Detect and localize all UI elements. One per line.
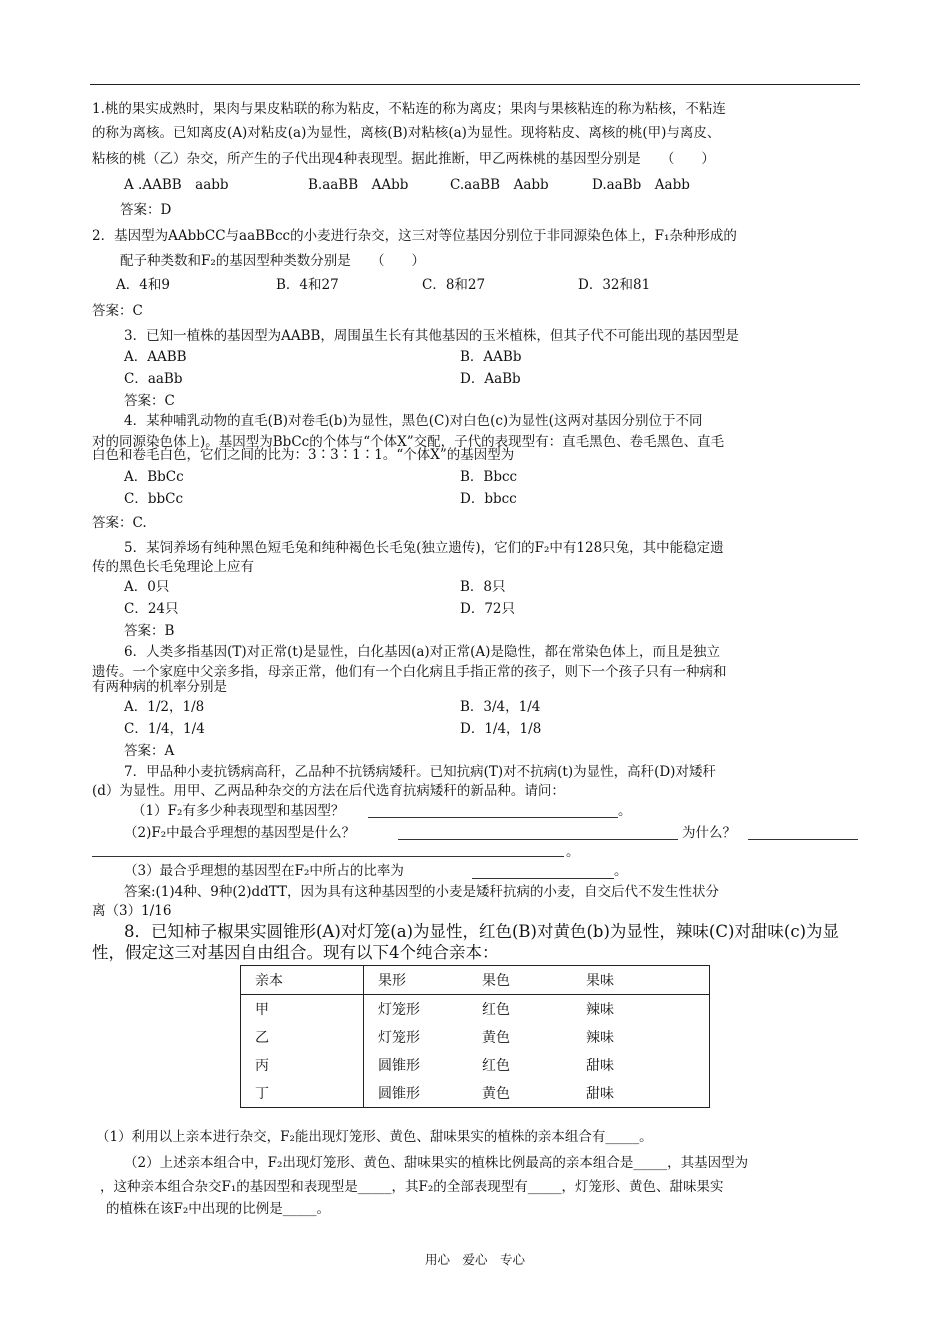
q3-option-b: B．AABb [460, 349, 522, 365]
q7-sub2-blank-2[interactable] [748, 839, 858, 840]
q6-option-d: D．1/4，1/8 [460, 721, 542, 737]
q1-option-a: A .AABB aabb [124, 177, 229, 193]
q1-option-c: C.aaBB Aabb [450, 177, 549, 193]
q7-sub2-why: 为什么？ [682, 825, 736, 841]
q7-answer-2: 离（3）1/16 [92, 903, 172, 919]
q8-sub2-line-1: （2）上述亲本组合中，F₂出现灯笼形、黄色、甜味果实的植株比例最高的亲本组合是_____，其基因型为 [124, 1155, 749, 1171]
table-row [241, 995, 710, 1024]
table-cell: 圆锥形 [378, 1086, 420, 1102]
q1-line-2: 的称为离核。已知离皮(A)对粘皮(a)为显性，离核(B)对粘核(a)为显性。现将粘皮、离核的桃(甲)与离皮、 [92, 125, 721, 141]
q6-option-a: A．1/2，1/8 [124, 699, 205, 715]
table-cell: 黄色 [482, 1086, 510, 1102]
table-cell: 辣味 [586, 1002, 614, 1018]
q7-sub1-end: 。 [618, 803, 632, 819]
q1-line-3: 粘核的桃（乙）杂交，所产生的子代出现4种表现型。据此推断，甲乙两株桃的基因型分别是 （ ） [92, 151, 715, 167]
q5-option-c: C．24只 [124, 601, 179, 617]
table-row [241, 1079, 710, 1108]
q4-option-b: B．Bbcc [460, 469, 518, 485]
q8-sub2-line-3: 的植株在该F₂中出现的比例是_____。 [106, 1201, 331, 1217]
q1-option-b: B.aaBB AAbb [308, 177, 409, 193]
table-cell: 丁 [241, 1079, 364, 1108]
q3-option-a: A．AABB [124, 349, 187, 365]
page-footer: 用心 爱心 专心 [424, 1252, 525, 1267]
q4-line-1: 4．某种哺乳动物的直毛(B)对卷毛(b)为显性，黑色(C)对白色(c)为显性(这两对基因分别位于不同 [124, 413, 703, 429]
q7-line-1: 7．甲品种小麦抗锈病高秆，乙品种不抗锈病矮秆。已知抗病(T)对不抗病(t)为显性，高秆(D)对矮秆 [124, 764, 716, 780]
q4-line-2: 对的同源染色体上)。基因型为BbCc的个体与“个体X”交配，子代的表现型有：直毛黑色、卷毛黑色、直毛 [92, 434, 725, 450]
q1-option-d: D.aaBb Aabb [592, 177, 690, 193]
table-row [241, 1023, 710, 1051]
q7-sub2-blank-3[interactable] [92, 856, 564, 857]
q5-line-2: 传的黑色长毛兔理论上应有 [92, 559, 254, 575]
table-row [241, 1051, 710, 1079]
q4-line-3: 白色和卷毛白色，它们之间的比为：3∶3∶1∶1。“个体X”的基因型为 [92, 447, 515, 463]
table-cell: 红色 [482, 1002, 510, 1018]
q6-line-3: 有两种病的机率分别是 [92, 679, 227, 695]
q4-option-c: C．bbCc [124, 491, 184, 507]
q3-line-1: 3．已知一植株的基因型为AABB，周围虽生长有其他基因的玉米植株，但其子代不可能出现的基因型是 [124, 328, 739, 344]
table-header-row [241, 966, 710, 995]
q7-sub1: （1）F₂有多少种表现型和基因型？ [132, 803, 345, 819]
table-header-cell: 果味 [572, 966, 710, 995]
q8-line-2: 性，假定这三对基因自由组合。现有以下4个纯合亲本： [92, 943, 499, 962]
parent-table [240, 965, 710, 1108]
q5-option-a: A．0只 [124, 579, 170, 595]
q7-sub2-blank-1[interactable] [398, 839, 678, 840]
q7-sub1-blank[interactable] [368, 817, 618, 818]
q4-answer: 答案：C. [92, 515, 147, 531]
q6-answer: 答案：A [124, 743, 175, 759]
q7-sub2-end: 。 [566, 844, 580, 860]
table-cell: 圆锥形 [378, 1058, 420, 1074]
header-rule [90, 84, 860, 85]
table-cell: 乙 [241, 1023, 364, 1051]
q7-sub3: （3）最合乎理想的基因型在F₂中所占的比率为 [124, 863, 404, 879]
table-cell: 甜味 [586, 1086, 614, 1102]
q2-line-1: 2．基因型为AAbbCC与aaBBcc的小麦进行杂交，这三对等位基因分别位于非同源染色体上，F₁杂种形成的 [92, 228, 737, 244]
q7-sub3-end: 。 [614, 863, 628, 879]
table-cell: 甜味 [586, 1058, 614, 1074]
q8-sub1: （1）利用以上亲本进行杂交，F₂能出现灯笼形、黄色、甜味果实的植株的亲本组合有_____。 [96, 1129, 653, 1145]
q2-option-b: B．4和27 [276, 277, 339, 293]
q6-option-c: C．1/4，1/4 [124, 721, 205, 737]
q6-option-b: B．3/4，1/4 [460, 699, 541, 715]
q2-answer: 答案：C [92, 303, 143, 319]
q2-option-c: C．8和27 [422, 277, 486, 293]
table-cell: 灯笼形 [378, 1030, 420, 1046]
q6-line-1: 6．人类多指基因(T)对正常(t)是显性，白化基因(a)对正常(A)是隐性，都在常染色体上，而且是独立 [124, 644, 720, 660]
q2-option-d: D．32和81 [578, 277, 651, 293]
table-cell: 甲 [241, 995, 364, 1024]
q7-answer-1: 答案:(1)4种、9种(2)ddTT，因为具有这种基因型的小麦是矮秆抗病的小麦，自交后代不发生性状分 [124, 884, 720, 900]
q7-sub2: （2)F₂中最合乎理想的基因型是什么？ [124, 825, 356, 841]
q4-option-d: D．bbcc [460, 491, 517, 507]
table-cell: 丙 [241, 1051, 364, 1079]
q8-sub2-line-2: ，这种亲本组合杂交F₁的基因型和表现型是_____，其F₂的全部表现型有_____，灯笼形、黄色、甜味果实 [100, 1179, 724, 1195]
table-header-cell: 果形 [364, 966, 469, 995]
q8-line-1: 8．已知柿子椒果实圆锥形(A)对灯笼(a)为显性，红色(B)对黄色(b)为显性，辣味(C)对甜味(c)为显 [124, 922, 840, 941]
q7-sub3-blank[interactable] [472, 878, 614, 879]
q5-option-d: D．72只 [460, 601, 516, 617]
q2-line-2: 配子种类数和F₂的基因型种类数分别是 （ ） [120, 253, 426, 269]
q1-line-1: 1.桃的果实成熟时，果肉与果皮粘联的称为粘皮，不粘连的称为离皮；果肉与果核粘连的称为粘核，不粘连 [92, 101, 726, 117]
q3-answer: 答案：C [124, 393, 175, 409]
q7-line-2: (d）为显性。用甲、乙两品种杂交的方法在后代选育抗病矮秆的新品种。请问： [92, 783, 565, 799]
q5-option-b: B．8只 [460, 579, 506, 595]
table-cell: 灯笼形 [378, 1002, 420, 1018]
q3-option-c: C．aaBb [124, 371, 183, 387]
q5-answer: 答案：B [124, 623, 175, 639]
table-cell: 红色 [482, 1058, 510, 1074]
q2-option-a: A．4和9 [116, 277, 170, 293]
q3-option-d: D．AaBb [460, 371, 521, 387]
q4-option-a: A．BbCc [124, 469, 184, 485]
table-header-cell: 果色 [468, 966, 572, 995]
q5-line-1: 5．某饲养场有纯种黑色短毛兔和纯种褐色长毛兔(独立遗传)，它们的F₂中有128只兔，其中能稳定遗 [124, 540, 724, 556]
table-cell: 黄色 [482, 1030, 510, 1046]
q1-answer: 答案：D [120, 202, 172, 218]
table-cell: 辣味 [586, 1030, 614, 1046]
table-header-cell: 亲本 [241, 966, 364, 995]
q6-line-2: 遗传。一个家庭中父亲多指，母亲正常，他们有一个白化病且手指正常的孩子，则下一个孩子只有一种病和 [92, 664, 727, 680]
